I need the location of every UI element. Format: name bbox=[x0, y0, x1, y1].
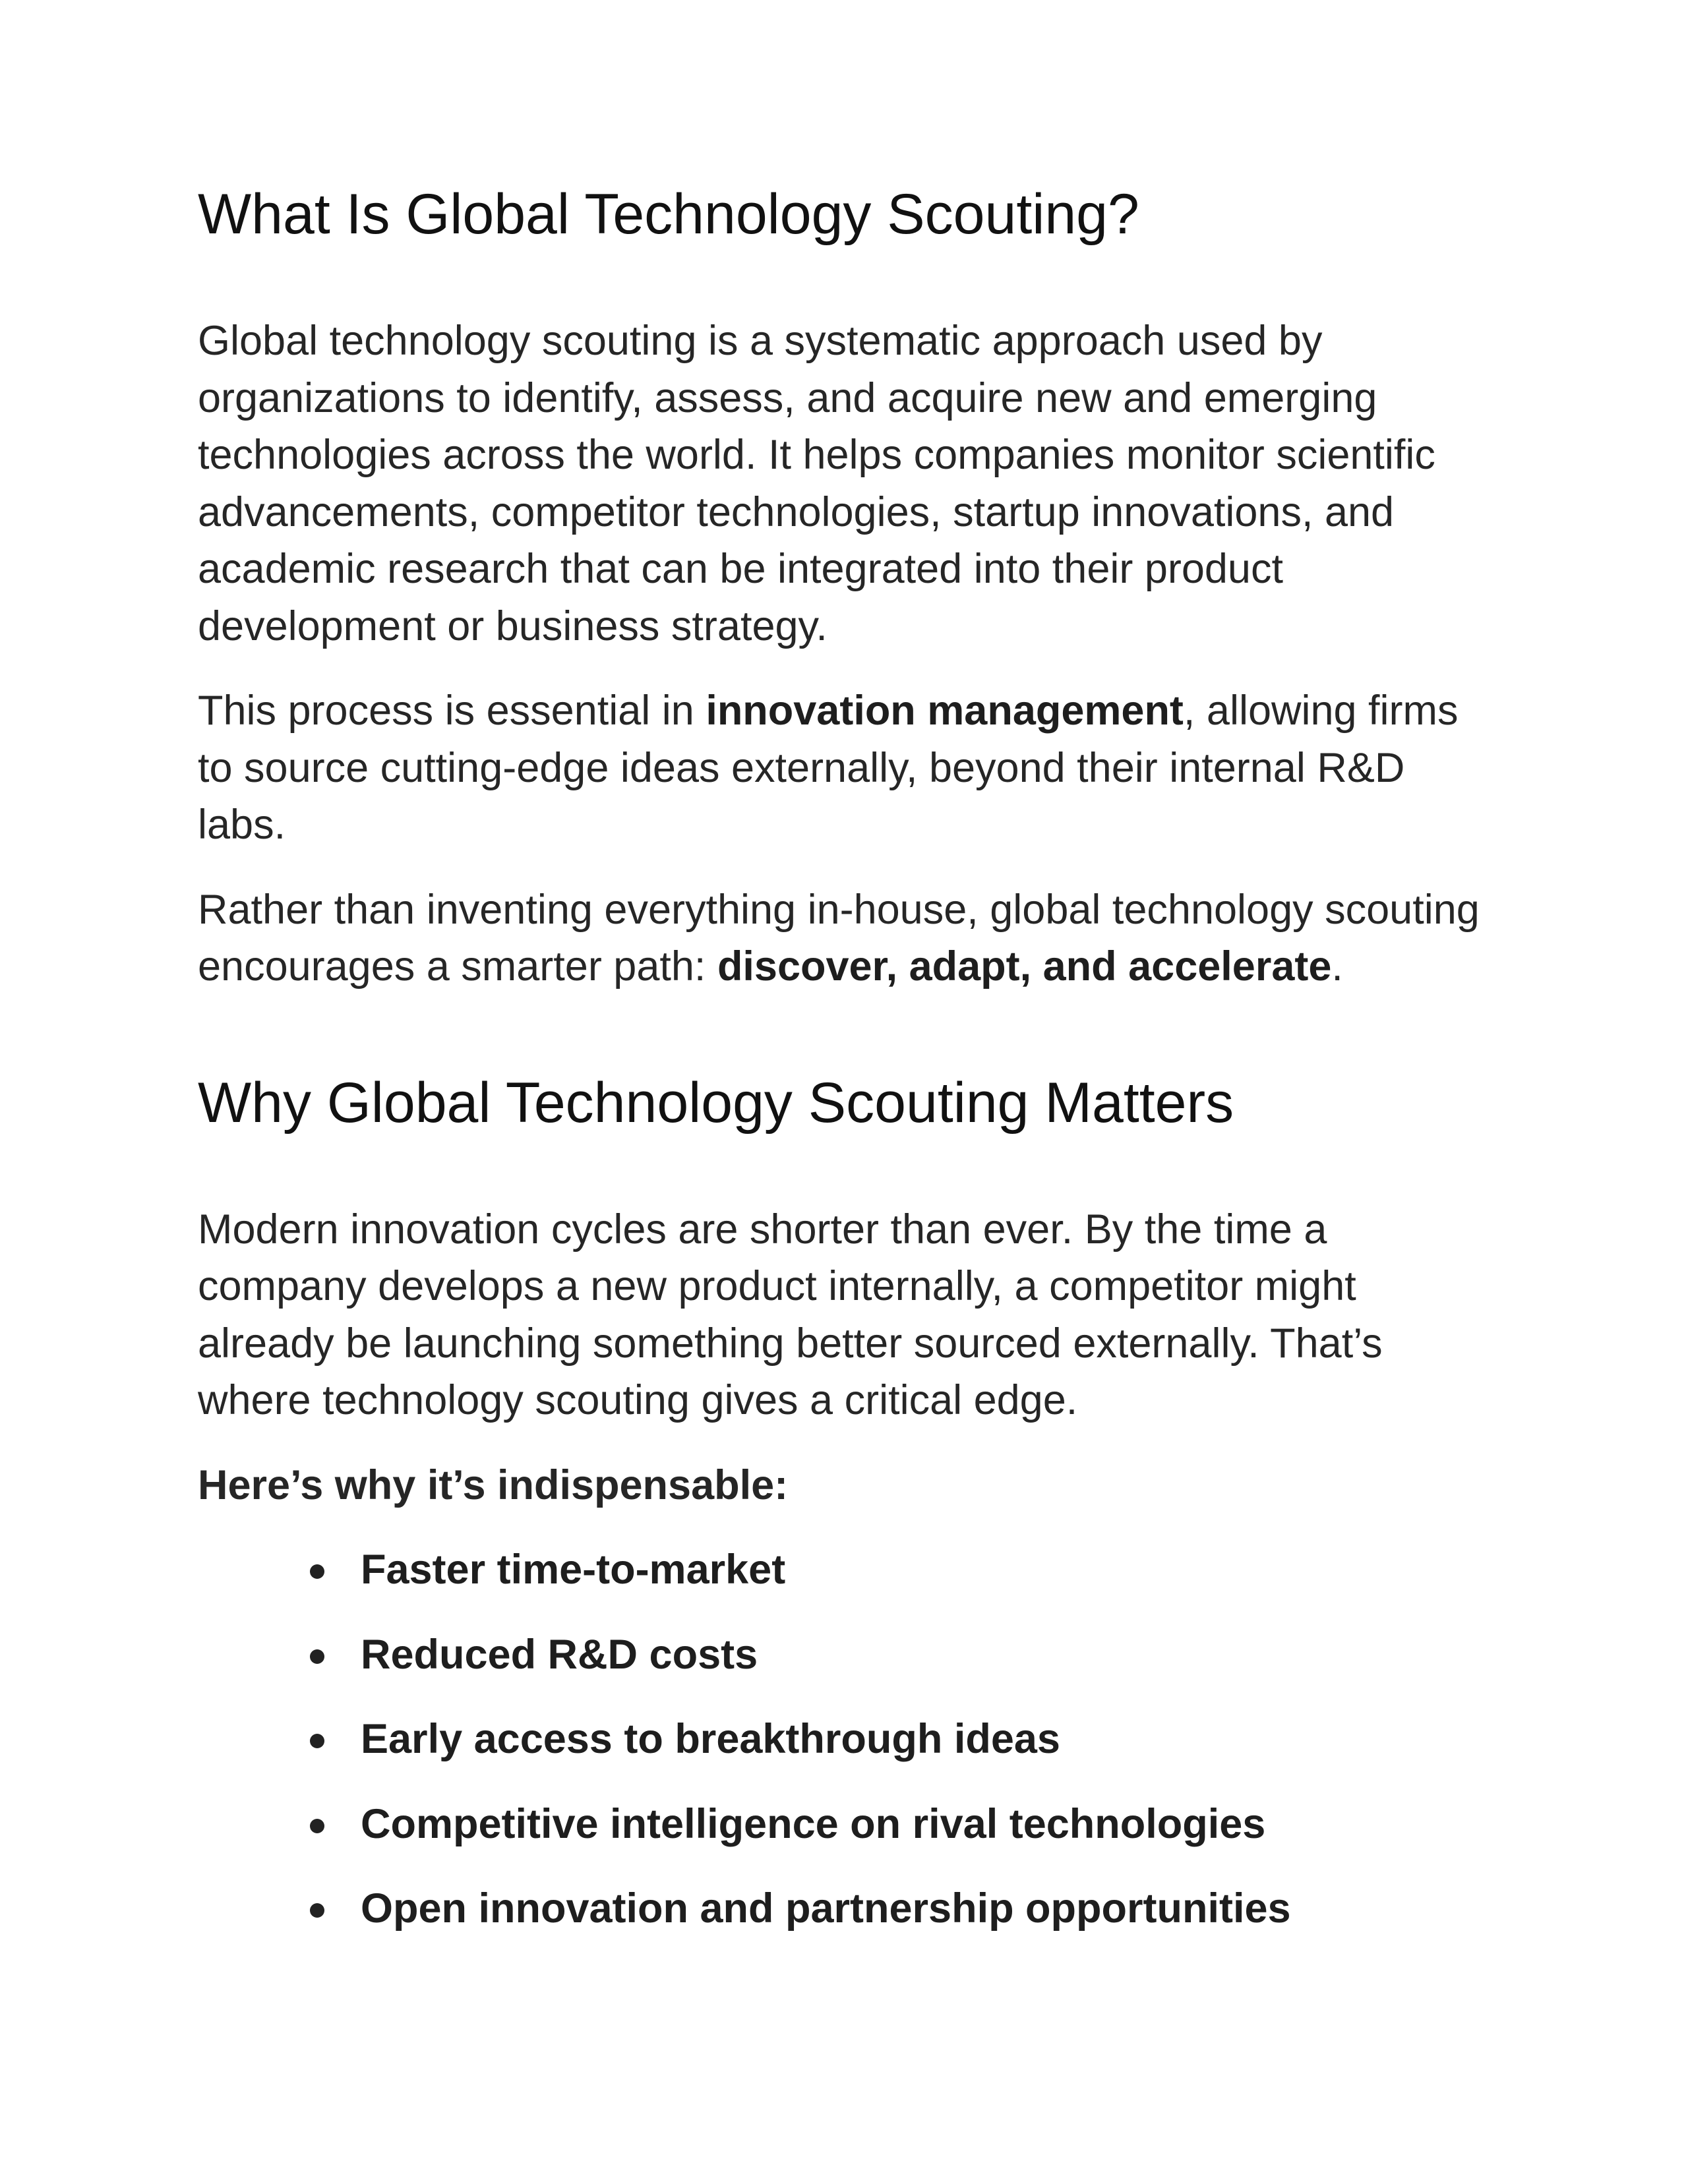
text-segment: This process is essential in bbox=[198, 688, 706, 734]
benefits-list bbox=[198, 1541, 1503, 1937]
list-item-text: Early access to breakthrough ideas bbox=[361, 1716, 1060, 1762]
bullet-icon bbox=[310, 1734, 324, 1748]
document-content bbox=[198, 178, 1503, 1965]
list-item bbox=[310, 1880, 1503, 1937]
bullet-icon bbox=[310, 1819, 324, 1833]
paragraph-definition: Global technology scouting is a systematic approach used by organizations to identify, assess, and acquire new and emerging technologies across the world. It helps companies monitor scientific advancements, competitor technologies, startup innovations, and academic research that can be integrated into their product development or business strategy. bbox=[198, 318, 1435, 649]
paragraph-smarter-path bbox=[198, 881, 1503, 995]
section-heading-why-matters: Why Global Technology Scouting Matters bbox=[198, 1071, 1234, 1135]
text-segment: . bbox=[1331, 943, 1343, 989]
section-heading-what-is: What Is Global Technology Scouting? bbox=[198, 183, 1139, 246]
list-item-text: Faster time-to-market bbox=[361, 1547, 786, 1593]
bold-text-innovation-management: innovation management bbox=[706, 688, 1184, 734]
list-item-text: Open innovation and partnership opportunities bbox=[361, 1885, 1291, 1932]
bold-text-discover-adapt-accelerate: discover, adapt, and accelerate bbox=[717, 943, 1332, 989]
bullet-icon bbox=[310, 1903, 324, 1918]
text-segment: , allowing firms to source cutting-edge ideas externally, beyond their internal R&D labs. bbox=[198, 688, 1459, 848]
list-lead-text: Here’s why it’s indispensable: bbox=[198, 1461, 789, 1508]
list-item-text: Competitive intelligence on rival technologies bbox=[361, 1800, 1266, 1847]
paragraph-innovation-management bbox=[198, 682, 1503, 854]
list-item-text: Reduced R&D costs bbox=[361, 1631, 758, 1678]
text-segment: Rather than inventing everything in-house, global technology scouting encourages a smarter path: bbox=[198, 886, 1480, 989]
bullet-icon bbox=[310, 1564, 324, 1579]
list-item bbox=[310, 1711, 1503, 1768]
list-item bbox=[310, 1796, 1503, 1853]
list-item bbox=[310, 1626, 1503, 1684]
paragraph-innovation-cycles: Modern innovation cycles are shorter than ever. By the time a company develops a new product internally, a competitor might already be launching something better sourced externally. That’s where technology scouting gives a critical edge. bbox=[198, 1206, 1383, 1423]
list-item bbox=[310, 1541, 1503, 1599]
bullet-icon bbox=[310, 1649, 324, 1664]
